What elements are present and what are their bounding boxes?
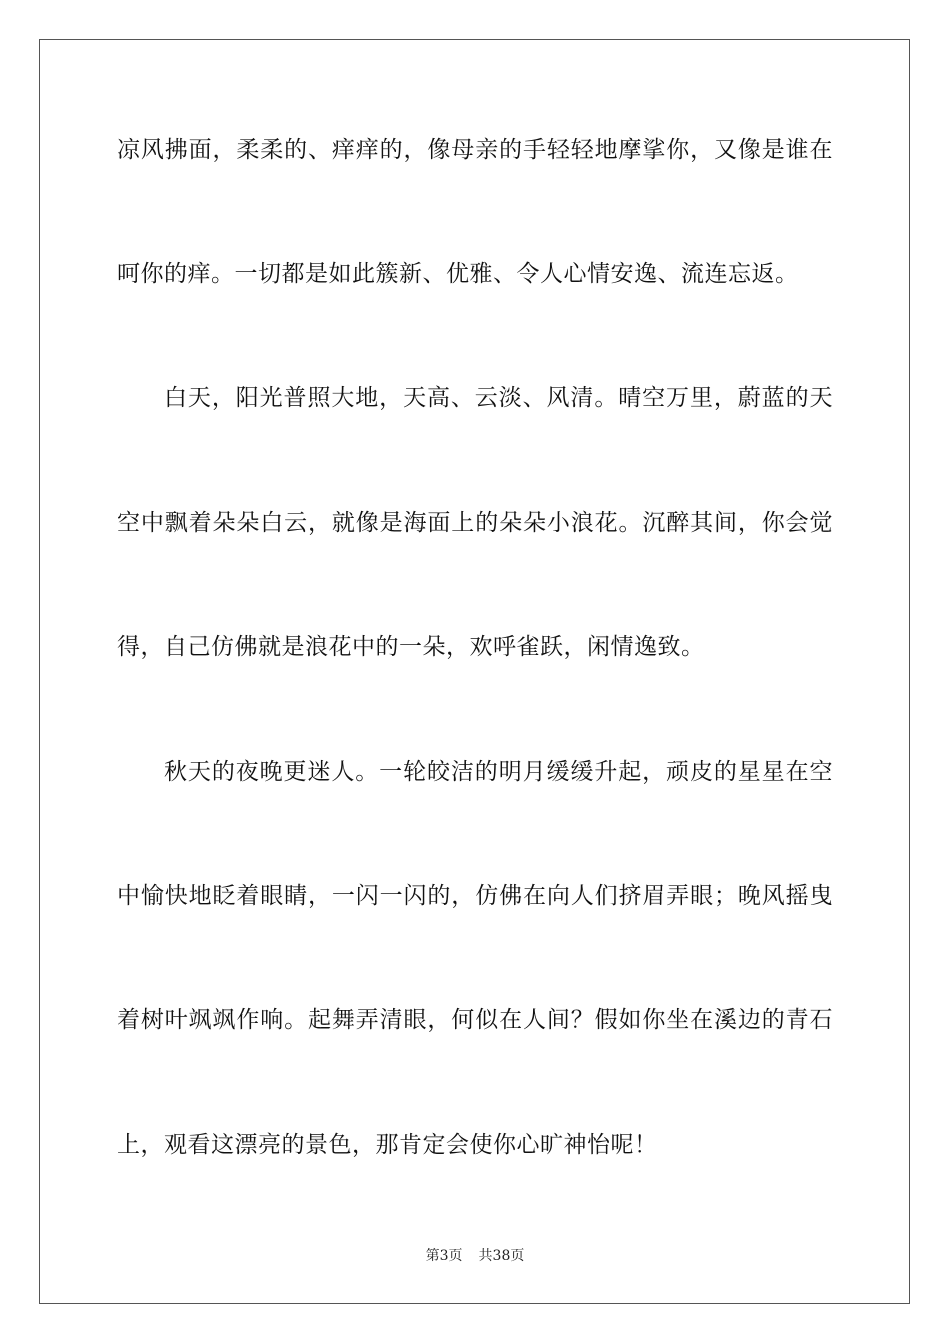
page-border	[39, 39, 910, 1304]
paragraph-line: 凉风拂面，柔柔的、痒痒的，像母亲的手轻轻地摩挲你，又像是谁在	[117, 137, 833, 163]
paragraph-line: 空中飘着朵朵白云，就像是海面上的朵朵小浪花。沉醉其间，你会觉	[117, 510, 833, 536]
paragraph-line: 白天，阳光普照大地，天高、云淡、风清。晴空万里，蔚蓝的天	[164, 385, 833, 411]
page-footer	[0, 1247, 950, 1265]
paragraph-line: 上，观看这漂亮的景色，那肯定会使你心旷神怡呢！	[117, 1132, 658, 1158]
paragraph-line: 着树叶飒飒作响。起舞弄清眼，何似在人间？假如你坐在溪边的青石	[117, 1007, 833, 1033]
paragraph-line: 得，自己仿佛就是浪花中的一朵，欢呼雀跃，闲情逸致。	[117, 634, 705, 660]
paragraph-line: 呵你的痒。一切都是如此簇新、优雅、令人心情安逸、流连忘返。	[117, 261, 799, 287]
page-number: 第3页	[425, 1248, 463, 1264]
paragraph-line: 中愉快地眨着眼睛，一闪一闪的，仿佛在向人们挤眉弄眼；晚风摇曳	[117, 883, 833, 909]
paragraph-line: 秋天的夜晚更迷人。一轮皎洁的明月缓缓升起，顽皮的星星在空	[164, 759, 833, 785]
page-total: 共38页	[478, 1248, 525, 1264]
